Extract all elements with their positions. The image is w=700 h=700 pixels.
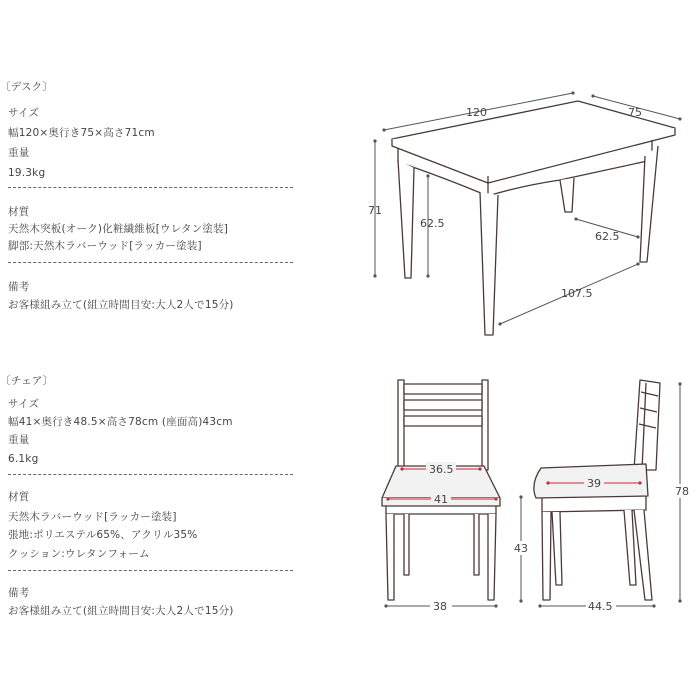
chair-material-line-2: 張地:ポリエステル65%、アクリル35% bbox=[8, 529, 198, 541]
chair-side-leg-back bbox=[634, 510, 652, 600]
chair-back-post-right bbox=[482, 380, 488, 470]
desk-material-label: 材質 bbox=[8, 206, 30, 218]
chair-material-line-1: 天然木ラバーウッド[ラッカー塗装] bbox=[8, 511, 177, 523]
dim-chair-seat-width-front: 41 bbox=[434, 493, 448, 506]
chair-material-label: 材質 bbox=[8, 491, 30, 503]
chair-material-line-3: クッション:ウレタンフォーム bbox=[8, 548, 150, 560]
desk-material-line-1: 天然木突板(オーク)化粧繊維板[ウレタン塗装] bbox=[8, 223, 229, 235]
desk-leg-front-left bbox=[398, 160, 414, 278]
dim-chair-seat-depth: 39 bbox=[587, 477, 601, 490]
dim-desk-under-height: 62.5 bbox=[420, 217, 445, 230]
chair-back-slat-middle bbox=[404, 400, 482, 410]
chair-side-leg-front bbox=[542, 512, 551, 600]
chair-front-leg-left bbox=[386, 514, 394, 600]
chair-weight-value: 6.1kg bbox=[8, 453, 39, 465]
desk-leg-back-left bbox=[560, 178, 574, 212]
chair-heading: 〔チェア〕 bbox=[0, 375, 54, 387]
desk-weight-label: 重量 bbox=[8, 147, 30, 159]
dim-chair-seat-width-back: 36.5 bbox=[429, 463, 454, 476]
chair-back-slat-bottom bbox=[404, 416, 482, 426]
dim-desk-depth: 75 bbox=[628, 106, 642, 119]
desk-weight-value: 19.3kg bbox=[8, 167, 46, 179]
dim-chair-depth: 44.5 bbox=[588, 600, 613, 613]
chair-size-label: サイズ bbox=[8, 398, 40, 410]
desk-size-value: 幅120×奥行き75×高さ71cm bbox=[8, 127, 155, 139]
chair-size-value: 幅41×奥行き48.5×高さ78cm (座面高)43cm bbox=[8, 416, 233, 428]
chair-side-leg-back-2 bbox=[624, 510, 636, 585]
chair-side-leg-front-2 bbox=[552, 512, 562, 585]
dim-desk-height: 71 bbox=[368, 204, 382, 217]
dim-desk-inner-depth: 62.5 bbox=[595, 230, 620, 243]
desk-heading: 〔デスク〕 bbox=[0, 81, 54, 93]
chair-weight-label: 重量 bbox=[8, 434, 30, 446]
chair-back-post-left bbox=[398, 380, 404, 470]
desk-leg-front-center bbox=[480, 192, 498, 335]
chair-note-value: お客様組み立て(組立時間目安:大人2人で15分) bbox=[8, 605, 234, 617]
desk-material-line-2: 脚部:天然木ラバーウッド[ラッカー塗装] bbox=[8, 240, 202, 252]
chair-back-leg-left bbox=[404, 514, 409, 575]
desk-note-value: お客様組み立て(組立時間目安:大人2人で15分) bbox=[8, 299, 234, 311]
chair-front-leg-right bbox=[488, 514, 496, 600]
desk-leg-front-right bbox=[640, 146, 658, 262]
chair-note-label: 備考 bbox=[8, 587, 30, 599]
desk-note-label: 備考 bbox=[8, 281, 30, 293]
dim-desk-inner-width: 107.5 bbox=[561, 287, 593, 300]
chair-back-slat-top bbox=[404, 384, 482, 394]
dim-chair-width: 38 bbox=[433, 600, 447, 613]
dim-chair-seat-height: 43 bbox=[514, 542, 528, 555]
dim-desk-width: 120 bbox=[466, 106, 487, 119]
chair-front-drawing bbox=[382, 380, 500, 600]
chair-back-leg-right bbox=[474, 514, 479, 575]
desk-size-label: サイズ bbox=[8, 107, 40, 119]
dim-chair-height: 78 bbox=[675, 485, 689, 498]
